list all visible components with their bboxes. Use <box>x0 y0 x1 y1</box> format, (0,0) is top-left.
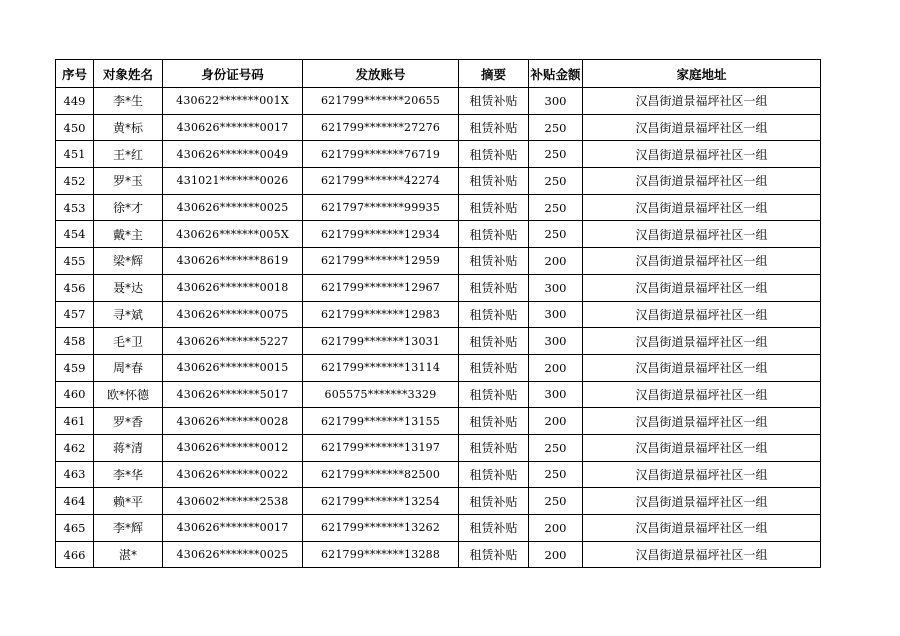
cell-amount: 300 <box>529 274 583 301</box>
cell-name: 欧*怀德 <box>94 381 163 408</box>
cell-summary: 租赁补贴 <box>459 168 529 195</box>
cell-address: 汉昌街道景福坪社区一组 <box>583 354 821 381</box>
cell-amount: 250 <box>529 168 583 195</box>
cell-index: 462 <box>56 434 94 461</box>
table-row <box>56 328 821 355</box>
cell-name: 徐*才 <box>94 194 163 221</box>
cell-account: 621799*******13155 <box>303 408 459 435</box>
cell-index: 453 <box>56 194 94 221</box>
table-row <box>56 408 821 435</box>
cell-account: 621799*******27276 <box>303 114 459 141</box>
cell-summary: 租赁补贴 <box>459 354 529 381</box>
cell-summary: 租赁补贴 <box>459 248 529 275</box>
cell-account: 621799*******76719 <box>303 141 459 168</box>
cell-amount: 250 <box>529 114 583 141</box>
cell-id-number: 430626*******0049 <box>163 141 303 168</box>
cell-summary: 租赁补贴 <box>459 194 529 221</box>
cell-summary: 租赁补贴 <box>459 461 529 488</box>
cell-index: 450 <box>56 114 94 141</box>
table-row <box>56 301 821 328</box>
cell-summary: 租赁补贴 <box>459 434 529 461</box>
subsidy-sheet <box>55 59 821 568</box>
cell-id-number: 430626*******0017 <box>163 515 303 542</box>
cell-summary: 租赁补贴 <box>459 301 529 328</box>
cell-name: 戴*主 <box>94 221 163 248</box>
cell-account: 621799*******13262 <box>303 515 459 542</box>
cell-summary: 租赁补贴 <box>459 408 529 435</box>
cell-summary: 租赁补贴 <box>459 114 529 141</box>
cell-id-number: 430626*******0018 <box>163 274 303 301</box>
table-row <box>56 381 821 408</box>
header-amount: 补贴金额 <box>529 60 583 88</box>
cell-id-number: 430626*******0017 <box>163 114 303 141</box>
subsidy-table <box>55 59 821 568</box>
cell-id-number: 430626*******0025 <box>163 194 303 221</box>
cell-address: 汉昌街道景福坪社区一组 <box>583 541 821 568</box>
cell-amount: 250 <box>529 461 583 488</box>
cell-address: 汉昌街道景福坪社区一组 <box>583 274 821 301</box>
cell-index: 466 <box>56 541 94 568</box>
cell-index: 455 <box>56 248 94 275</box>
table-row <box>56 488 821 515</box>
cell-address: 汉昌街道景福坪社区一组 <box>583 221 821 248</box>
cell-address: 汉昌街道景福坪社区一组 <box>583 515 821 542</box>
cell-account: 621799*******82500 <box>303 461 459 488</box>
table-row <box>56 88 821 115</box>
table-row <box>56 515 821 542</box>
cell-index: 452 <box>56 168 94 195</box>
cell-name: 罗*玉 <box>94 168 163 195</box>
cell-index: 451 <box>56 141 94 168</box>
cell-name: 黄*标 <box>94 114 163 141</box>
cell-account: 605575*******3329 <box>303 381 459 408</box>
table-row <box>56 274 821 301</box>
cell-amount: 200 <box>529 354 583 381</box>
cell-name: 聂*达 <box>94 274 163 301</box>
header-summary: 摘要 <box>459 60 529 88</box>
cell-address: 汉昌街道景福坪社区一组 <box>583 141 821 168</box>
cell-name: 赖*平 <box>94 488 163 515</box>
cell-account: 621799*******13288 <box>303 541 459 568</box>
cell-amount: 200 <box>529 515 583 542</box>
cell-id-number: 430602*******2538 <box>163 488 303 515</box>
table-row <box>56 354 821 381</box>
cell-amount: 300 <box>529 328 583 355</box>
cell-name: 李*生 <box>94 88 163 115</box>
cell-amount: 300 <box>529 88 583 115</box>
header-row <box>56 60 821 88</box>
cell-summary: 租赁补贴 <box>459 274 529 301</box>
table-row <box>56 541 821 568</box>
header-id-number: 身份证号码 <box>163 60 303 88</box>
cell-account: 621799*******20655 <box>303 88 459 115</box>
cell-amount: 250 <box>529 194 583 221</box>
cell-index: 457 <box>56 301 94 328</box>
cell-address: 汉昌街道景福坪社区一组 <box>583 168 821 195</box>
cell-address: 汉昌街道景福坪社区一组 <box>583 248 821 275</box>
cell-index: 449 <box>56 88 94 115</box>
cell-account: 621799*******12967 <box>303 274 459 301</box>
cell-id-number: 430626*******8619 <box>163 248 303 275</box>
cell-name: 李*华 <box>94 461 163 488</box>
cell-address: 汉昌街道景福坪社区一组 <box>583 194 821 221</box>
cell-index: 461 <box>56 408 94 435</box>
table-row <box>56 141 821 168</box>
cell-name: 周*春 <box>94 354 163 381</box>
cell-index: 463 <box>56 461 94 488</box>
cell-amount: 250 <box>529 221 583 248</box>
cell-account: 621799*******12934 <box>303 221 459 248</box>
cell-address: 汉昌街道景福坪社区一组 <box>583 381 821 408</box>
cell-account: 621799*******13114 <box>303 354 459 381</box>
cell-amount: 200 <box>529 408 583 435</box>
cell-account: 621797*******99935 <box>303 194 459 221</box>
cell-name: 寻*斌 <box>94 301 163 328</box>
cell-summary: 租赁补贴 <box>459 328 529 355</box>
table-row <box>56 168 821 195</box>
cell-address: 汉昌街道景福坪社区一组 <box>583 408 821 435</box>
cell-id-number: 430626*******0075 <box>163 301 303 328</box>
cell-address: 汉昌街道景福坪社区一组 <box>583 328 821 355</box>
cell-name: 湛* <box>94 541 163 568</box>
cell-index: 464 <box>56 488 94 515</box>
cell-summary: 租赁补贴 <box>459 141 529 168</box>
cell-index: 454 <box>56 221 94 248</box>
cell-name: 王*红 <box>94 141 163 168</box>
cell-name: 李*辉 <box>94 515 163 542</box>
cell-account: 621799*******42274 <box>303 168 459 195</box>
cell-address: 汉昌街道景福坪社区一组 <box>583 114 821 141</box>
cell-account: 621799*******13254 <box>303 488 459 515</box>
cell-address: 汉昌街道景福坪社区一组 <box>583 301 821 328</box>
header-index: 序号 <box>56 60 94 88</box>
cell-account: 621799*******12959 <box>303 248 459 275</box>
cell-id-number: 430626*******0015 <box>163 354 303 381</box>
cell-id-number: 430622*******001X <box>163 88 303 115</box>
cell-summary: 租赁补贴 <box>459 515 529 542</box>
table-row <box>56 461 821 488</box>
cell-account: 621799*******13197 <box>303 434 459 461</box>
cell-amount: 200 <box>529 248 583 275</box>
table-row <box>56 194 821 221</box>
cell-summary: 租赁补贴 <box>459 88 529 115</box>
cell-amount: 250 <box>529 488 583 515</box>
table-body <box>56 88 821 568</box>
cell-name: 罗*香 <box>94 408 163 435</box>
cell-account: 621799*******13031 <box>303 328 459 355</box>
cell-summary: 租赁补贴 <box>459 541 529 568</box>
cell-account: 621799*******12983 <box>303 301 459 328</box>
header-account: 发放账号 <box>303 60 459 88</box>
cell-name: 蒋*清 <box>94 434 163 461</box>
cell-summary: 租赁补贴 <box>459 488 529 515</box>
cell-amount: 200 <box>529 541 583 568</box>
cell-summary: 租赁补贴 <box>459 381 529 408</box>
cell-id-number: 430626*******005X <box>163 221 303 248</box>
cell-index: 459 <box>56 354 94 381</box>
cell-amount: 300 <box>529 301 583 328</box>
table-row <box>56 248 821 275</box>
table-row <box>56 114 821 141</box>
cell-name: 毛*卫 <box>94 328 163 355</box>
cell-index: 465 <box>56 515 94 542</box>
cell-id-number: 430626*******0025 <box>163 541 303 568</box>
header-address: 家庭地址 <box>583 60 821 88</box>
cell-amount: 250 <box>529 141 583 168</box>
cell-address: 汉昌街道景福坪社区一组 <box>583 434 821 461</box>
cell-id-number: 430626*******5227 <box>163 328 303 355</box>
table-row <box>56 221 821 248</box>
cell-index: 456 <box>56 274 94 301</box>
cell-amount: 250 <box>529 434 583 461</box>
cell-name: 梁*辉 <box>94 248 163 275</box>
cell-index: 458 <box>56 328 94 355</box>
cell-index: 460 <box>56 381 94 408</box>
cell-id-number: 430626*******5017 <box>163 381 303 408</box>
cell-id-number: 430626*******0022 <box>163 461 303 488</box>
cell-id-number: 431021*******0026 <box>163 168 303 195</box>
cell-summary: 租赁补贴 <box>459 221 529 248</box>
cell-address: 汉昌街道景福坪社区一组 <box>583 88 821 115</box>
cell-address: 汉昌街道景福坪社区一组 <box>583 461 821 488</box>
cell-id-number: 430626*******0012 <box>163 434 303 461</box>
header-name: 对象姓名 <box>94 60 163 88</box>
cell-amount: 300 <box>529 381 583 408</box>
cell-id-number: 430626*******0028 <box>163 408 303 435</box>
cell-address: 汉昌街道景福坪社区一组 <box>583 488 821 515</box>
table-row <box>56 434 821 461</box>
